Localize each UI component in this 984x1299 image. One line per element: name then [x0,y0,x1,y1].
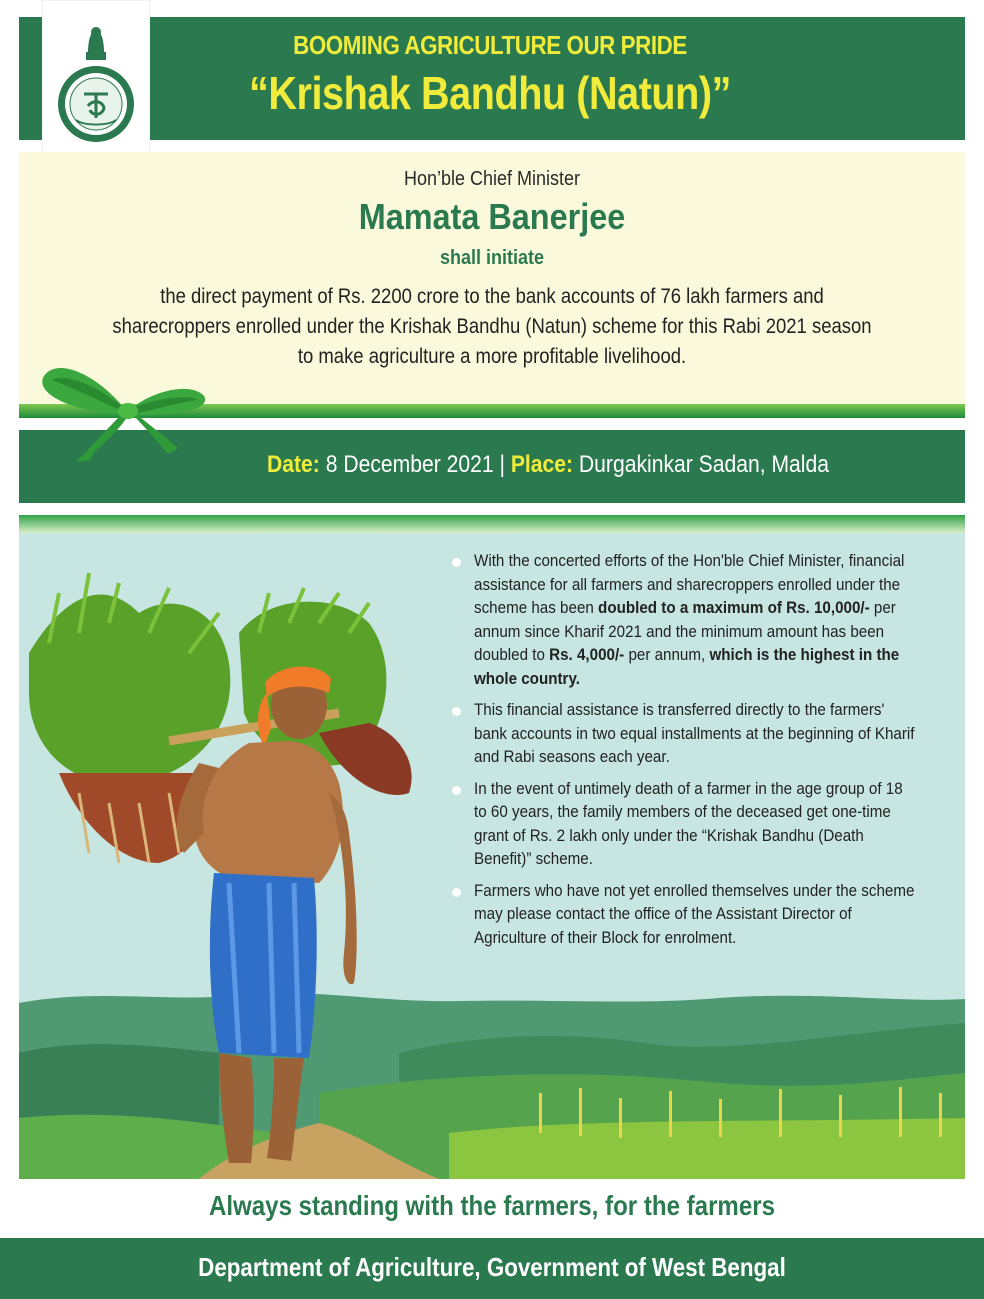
bullet-text: per annum since Kharif 2021 and the minimum amount has been doubled to [474,599,896,664]
date-value: 8 December 2021 [325,451,494,478]
bullet-text: With the concerted efforts of the Hon'ble Chief Minister, financial assistance for all farmers and sharecroppers enrolled under the scheme has been [474,552,905,617]
list-item [450,778,920,872]
bullet-highlight: which is the highest in the whole country. [474,646,900,688]
list-item [450,699,920,770]
slogan: Always standing with the farmers, for the farmers [208,1190,776,1221]
bullet-highlight: Rs. 4,000/- [549,646,625,664]
department-name: Department of Agriculture, Government of West Bengal [198,1252,786,1282]
announcement-description: the direct payment of Rs. 2200 crore to the bank accounts of 76 lakh farmers and sharecroppers enrolled under the Krishak Bandhu (Natun) scheme for this Rabi 2021 season to make agriculture a more profitable livelihood. [112,285,872,368]
scheme-title: “Krishak Bandhu (Natun)” [248,67,732,119]
cm-action: shall initiate [439,247,545,269]
west-bengal-emblem-icon [56,64,136,144]
cm-name: Mamata Banerjee [358,196,626,237]
benefit-list [450,550,920,958]
header-tagline: BOOMING AGRICULTURE OUR PRIDE [293,30,687,60]
date-label: Date: [267,451,320,478]
ashoka-lion-icon [82,22,110,62]
list-item [450,550,920,691]
list-item [450,880,920,951]
bullet-text: In the event of untimely death of a farmer in the age group of 18 to 60 years, the family members of the deceased get one-time grant of Rs. 2 lakh only under the “Krishak Bandhu (Death Benefit)” scheme. [474,779,903,868]
place-label: Place: [510,451,574,478]
bullet-highlight: doubled to a maximum of Rs. 10,000/- [598,599,870,617]
separator: | [499,451,505,478]
bullet-text: per annum, [624,646,710,664]
place-value: Durgakinkar Sadan, Malda [578,451,829,478]
bullet-text: Farmers who have not yet enrolled themselves under the scheme may please contact the office of the Assistant Director of Agriculture of their Block for enrolment. [474,881,915,947]
green-bow-icon [28,356,228,466]
ribbon-stripe-bottom [19,515,965,533]
cm-designation: Hon’ble Chief Minister [403,168,581,190]
bullet-text: This financial assistance is transferred directly to the farmers' bank accounts in two equal installments at the beginning of Kharif and Rabi seasons each year. [474,701,915,766]
